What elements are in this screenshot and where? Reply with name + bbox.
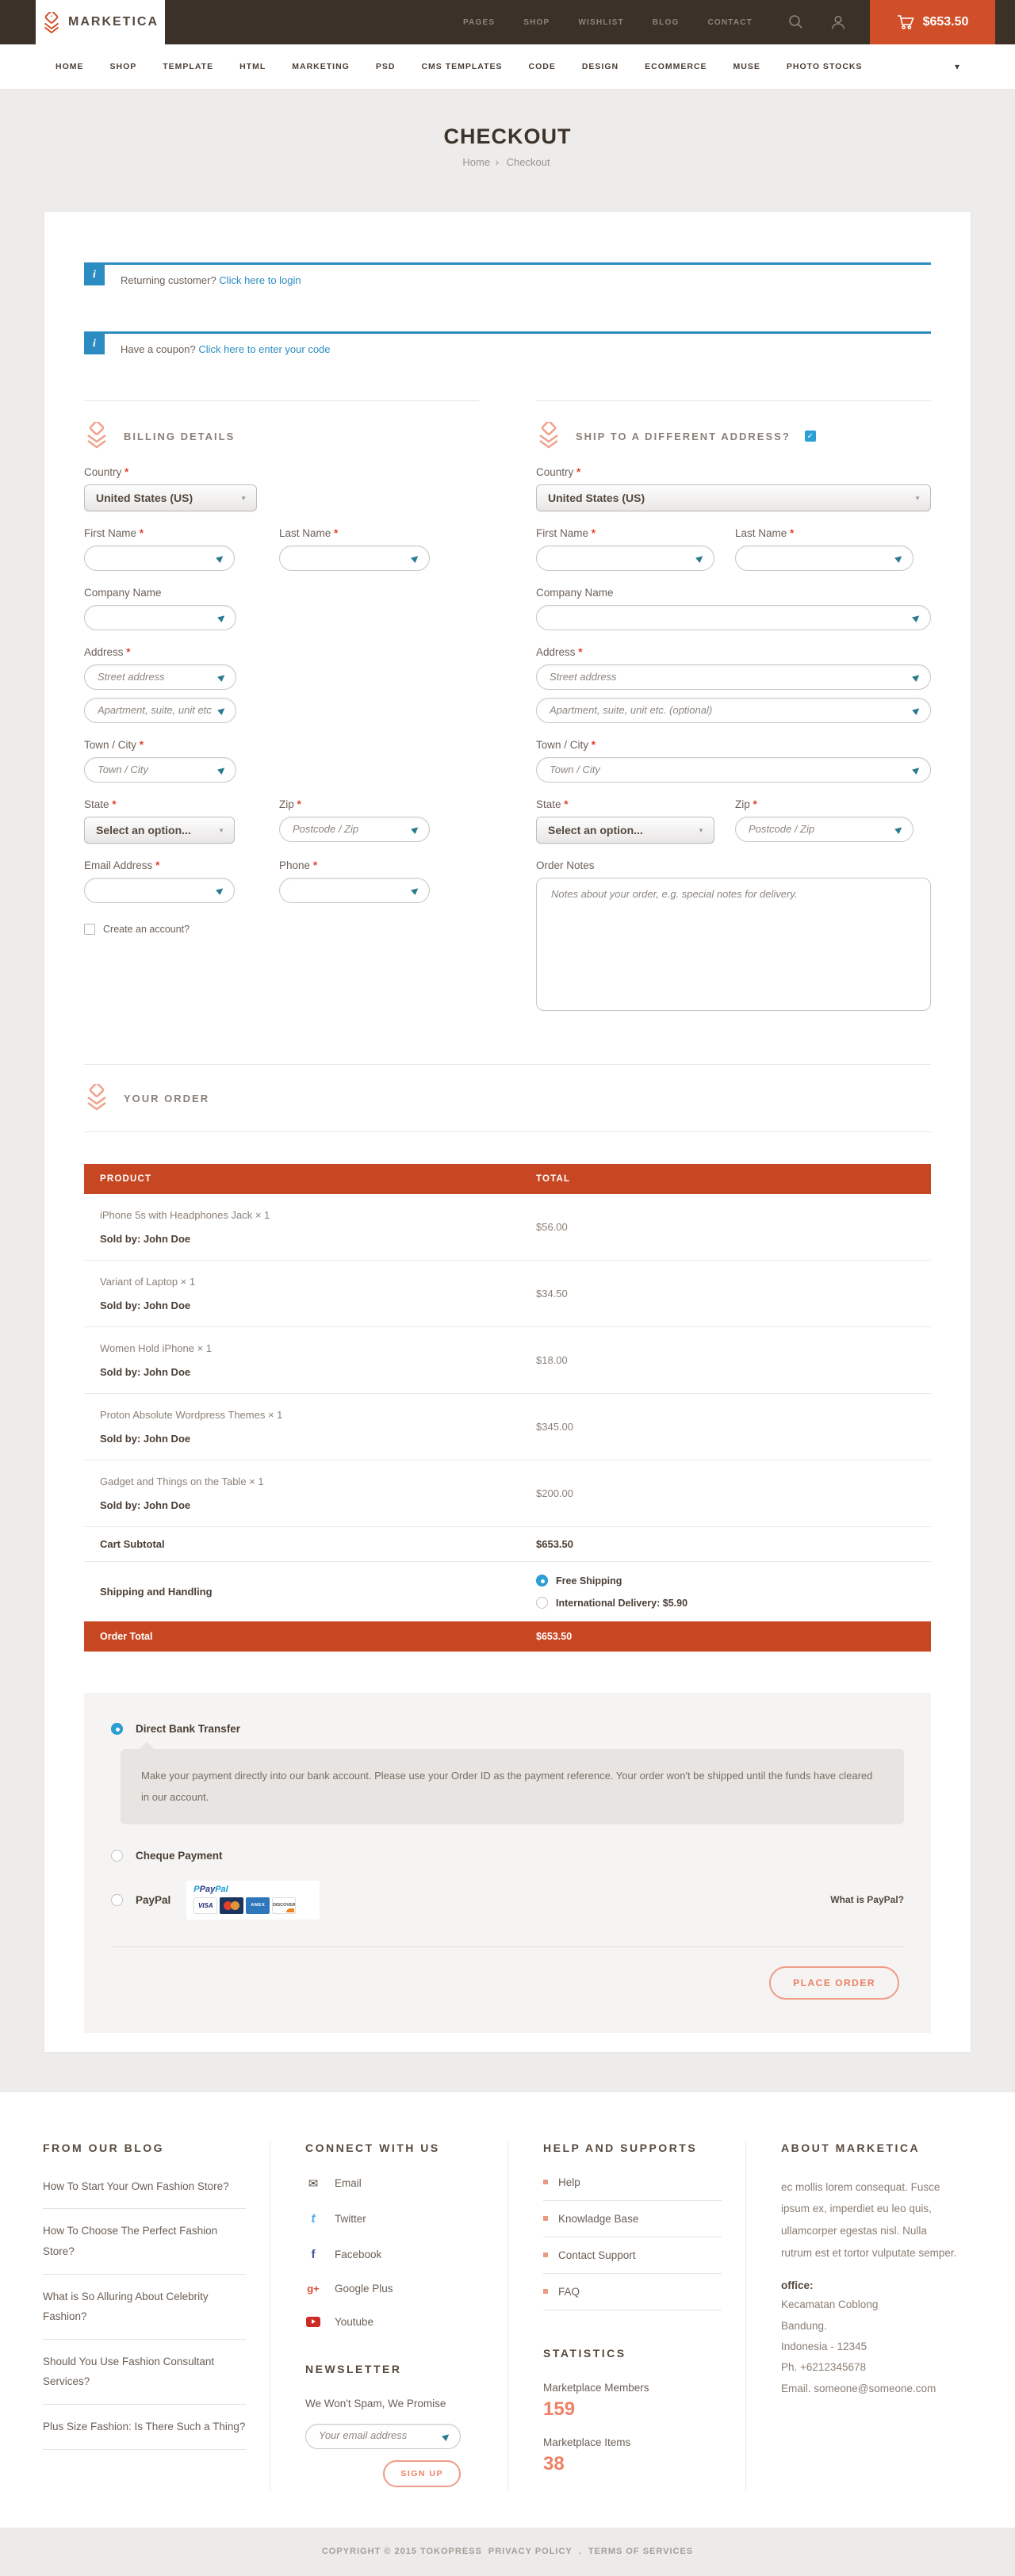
order-total-row [84,1621,931,1652]
order-total-label: Order Total [100,1631,153,1642]
social-link-google-plus[interactable]: g+ Google Plus [305,2283,484,2295]
table-row [84,1394,931,1460]
divider [543,2273,722,2274]
select-arrow-icon: ▼ [240,494,247,502]
billing-country-select[interactable]: United States (US) ▼ [84,484,257,511]
about-heading: ABOUT MARKETICA [781,2141,921,2154]
column-product: PRODUCT [100,1174,152,1184]
order-notes-label: Order Notes [536,859,595,871]
autofill-icon: ▶ [409,884,422,897]
billing-last-name-label: Last Name * [279,527,339,539]
product-name: Gadget and Things on the Table × 1 [100,1476,264,1487]
office-label: office: [781,2279,814,2292]
discover-card-icon: DISCOVER [272,1897,296,1914]
autofill-icon: ▶ [216,611,228,624]
faq-link[interactable]: FAQ [543,2286,722,2298]
copyright-text: COPYRIGHT © 2015 TOKOPRESS [321,2547,482,2557]
shipping-row-label: Shipping and Handling [100,1586,213,1598]
privacy-policy-link[interactable]: PRIVACY POLICY [488,2547,573,2557]
facebook-icon: f [311,2247,316,2261]
youtube-icon [305,2317,321,2327]
paypal-logo: PPayPal [193,1884,228,1894]
coupon-link[interactable]: Click here to enter your code [198,343,331,355]
product-seller: Sold by: John Doe [100,1233,191,1245]
breadcrumb [0,156,1015,168]
shipping-town-input[interactable] [537,758,930,780]
breadcrumb-current: Checkout [506,156,550,168]
autofill-icon: ▶ [910,671,923,683]
autofill-icon: ▶ [216,671,228,683]
cart-subtotal-row [84,1527,931,1562]
shipping-address1-input[interactable] [537,665,930,687]
blog-link[interactable]: How To Choose The Perfect Fashion Store? [43,2225,218,2257]
info-icon: i [84,265,105,285]
section-tags-icon [84,1084,109,1112]
newsletter-tagline: We Won't Spam, We Promise [305,2397,446,2409]
table-row [84,1460,931,1527]
checkout-card [44,211,971,2053]
info-icon: i [84,334,105,354]
autofill-icon: ▶ [440,2430,453,2442]
cart-icon [897,14,914,30]
divider [43,2339,246,2340]
billing-zip-input[interactable] [280,817,429,840]
office-address-line: Bandung. [781,2319,827,2332]
payment-section [84,1693,931,2033]
email-icon: ✉ [308,2176,319,2191]
create-account-row [84,924,479,935]
top-nav-contact[interactable]: CONTACT [707,17,753,27]
shipping-heading: SHIP TO A DIFFERENT ADDRESS? [576,430,791,442]
top-nav-wishlist[interactable]: WISHLIST [578,17,624,27]
newsletter-block [305,2363,484,2487]
billing-phone-label: Phone * [279,859,318,871]
subnav-marketing[interactable]: MARKETING [292,62,350,71]
billing-phone-input[interactable] [280,878,429,901]
blog-link[interactable]: Should You Use Fashion Consultant Services? [43,2355,215,2388]
knowledge-base-link[interactable]: Knowladge Base [543,2213,722,2225]
shipping-option-international[interactable] [524,1597,931,1609]
payment-method-bank[interactable] [111,1723,904,1735]
product-seller: Sold by: John Doe [100,1499,191,1511]
product-seller: Sold by: John Doe [100,1433,191,1445]
blog-link[interactable]: How To Start Your Own Fashion Store? [43,2180,229,2192]
bullet-icon [543,2180,548,2184]
amex-card-icon: AMEX [246,1897,270,1914]
billing-phone-field [279,878,430,903]
autofill-icon: ▶ [216,764,228,776]
marketplace-items-value: 38 [543,2452,565,2475]
newsletter-email-field [305,2424,461,2449]
shipping-last-name-field [735,545,914,571]
billing-address2-input[interactable] [85,699,236,721]
autofill-icon: ▶ [910,704,923,717]
billing-address2-field [84,698,236,723]
billing-last-name-input[interactable] [280,546,429,568]
blog-link[interactable]: What is So Alluring About Celebrity Fashion? [43,2290,209,2323]
autofill-icon: ▶ [910,764,923,776]
radio-international-delivery[interactable] [536,1597,548,1609]
subnav-shop[interactable]: SHOP [109,62,137,71]
top-nav-blog[interactable]: BLOG [652,17,680,27]
help-link[interactable]: Help [543,2176,722,2188]
subnav-psd[interactable]: PSD [375,62,396,71]
billing-zip-field [279,817,430,842]
shipping-country-label: Country * [536,466,581,478]
subnav-photo-stocks[interactable]: PHOTO STOCKS [786,62,863,71]
autofill-icon: ▶ [409,552,422,565]
autofill-icon: ▶ [910,611,923,624]
shipping-town-label: Town / City * [536,739,596,751]
office-address-line: Indonesia - 12345 [781,2340,868,2352]
subnav-code[interactable]: CODE [528,62,556,71]
shipping-country-select[interactable]: United States (US) ▼ [536,484,931,511]
footer-help-column [508,2142,745,2491]
shipping-last-name-label: Last Name * [735,527,795,539]
connect-heading: CONNECT WITH US [305,2141,440,2154]
billing-last-name-field [279,545,430,571]
twitter-icon: t [311,2211,316,2226]
office-email-line: Email. someone@someone.com [781,2382,936,2394]
place-order-row [111,1946,904,2011]
login-link[interactable]: Click here to login [219,274,301,286]
statistics-heading: STATISTICS [543,2346,626,2360]
product-total: $345.00 [536,1421,573,1433]
billing-town-field [84,757,236,783]
site-header [0,0,1015,44]
payment-method-paypal[interactable] [111,1881,904,1920]
user-icon[interactable] [830,0,846,44]
marketplace-members-label: Marketplace Members [543,2381,649,2394]
login-notice [84,262,931,295]
product-name: Proton Absolute Wordpress Themes × 1 [100,1409,283,1421]
shipping-zip-field [735,817,914,842]
marketplace-items-label: Marketplace Items [543,2436,631,2448]
order-total-value: $653.50 [536,1631,573,1642]
autofill-icon: ▶ [694,552,707,565]
top-nav-shop[interactable]: SHOP [523,17,550,27]
billing-email-input[interactable] [85,878,234,901]
subnav-design[interactable]: DESIGN [581,62,619,71]
subnav-html[interactable]: HTML [239,62,266,71]
your-order-section [84,1064,931,1652]
google-plus-icon: g+ [307,2282,320,2295]
divider [43,2274,246,2275]
billing-town-input[interactable] [85,758,236,780]
free-shipping-label: Free Shipping [556,1575,622,1587]
top-nav-pages[interactable]: PAGES [462,17,496,27]
subtotal-value: $653.50 [536,1538,573,1550]
billing-section [84,400,479,1015]
page-head [0,90,1015,211]
logo[interactable] [36,0,165,44]
create-account-checkbox[interactable] [84,924,95,935]
autofill-icon: ▶ [409,823,422,836]
shipping-company-label: Company Name [536,587,614,599]
autofill-icon: ▶ [214,552,227,565]
bullet-icon [543,2289,548,2294]
blog-link[interactable]: Plus Size Fashion: Is There Such a Thing? [43,2421,246,2433]
product-total: $34.50 [536,1288,568,1299]
shipping-address2-input[interactable] [537,699,930,721]
paypal-label: PayPal [136,1893,171,1906]
billing-address-label: Address * [84,646,131,658]
billing-company-input[interactable] [85,606,236,628]
page-title: CHECKOUT [443,124,572,148]
footer-connect-column [270,2142,508,2491]
site-footer [0,2092,1015,2528]
chevron-down-icon[interactable]: ▾ [954,61,959,72]
divider [43,2449,246,2450]
billing-email-label: Email Address * [84,859,160,871]
subnav-cms-templates[interactable]: CMS TEMPLATES [421,62,503,71]
order-table [84,1164,931,1652]
billing-town-label: Town / City * [84,739,144,751]
bank-transfer-description: Make your payment directly into our bank account. Please use your Order ID as the payment reference. Your order won't be shipped until the funds have cleared in our account. [121,1749,904,1824]
product-total: $18.00 [536,1354,568,1366]
coupon-notice-text: Have a coupon? [121,343,196,355]
order-notes-textarea[interactable] [536,878,931,1011]
shipping-first-name-input[interactable] [537,546,714,568]
product-total: $200.00 [536,1487,573,1499]
billing-country-label: Country * [84,466,129,478]
section-tags-icon [84,422,109,450]
shipping-address-label: Address * [536,646,583,658]
your-order-heading: YOUR ORDER [124,1092,210,1104]
shipping-town-field [536,757,931,783]
subnav-template[interactable]: TEMPLATE [163,62,214,71]
cart-total: $653.50 [922,15,969,29]
product-name: Women Hold iPhone × 1 [100,1342,213,1354]
product-total: $56.00 [536,1221,568,1233]
breadcrumb-separator: › [495,156,500,168]
column-total: TOTAL [536,1174,571,1184]
shipping-zip-input[interactable] [736,817,913,840]
shipping-state-select[interactable]: Select an option... ▼ [536,817,714,844]
shipping-company-input[interactable] [537,606,930,628]
radio-paypal[interactable] [111,1894,123,1906]
table-row [84,1327,931,1394]
shipping-address1-field [536,664,931,690]
copyright-bar [0,2528,1015,2576]
newsletter-email-input[interactable] [306,2425,460,2447]
table-row [84,1194,931,1261]
order-table-header [84,1164,931,1194]
visa-card-icon: VISA [193,1897,217,1914]
radio-bank-transfer[interactable] [111,1723,123,1735]
divider [43,2404,246,2405]
top-nav [463,0,753,44]
billing-zip-label: Zip * [279,798,301,810]
sign-up-button[interactable]: SIGN UP [383,2460,461,2487]
social-link-email[interactable]: ✉ Email [305,2176,484,2191]
checkout-forms [84,400,931,1015]
footer-blog-column [32,2142,270,2491]
login-notice-text: Returning customer? [121,274,216,286]
radio-free-shipping[interactable] [536,1575,548,1587]
footer-about-column [745,2142,983,2491]
subnav-home[interactable]: HOME [56,62,84,71]
brand-tag-icon [42,12,61,33]
shipping-section [536,400,931,1015]
terms-link[interactable]: TERMS OF SERVICES [588,2547,694,2557]
mastercard-card-icon [220,1897,243,1914]
shipping-first-name-label: First Name * [536,527,596,539]
shipping-company-field [536,605,931,630]
billing-address1-field [84,664,236,690]
social-link-youtube[interactable]: Youtube [305,2316,484,2328]
what-is-paypal-link[interactable]: What is PayPal? [830,1894,904,1906]
coupon-notice [84,331,931,364]
ship-different-checkbox[interactable]: ✓ [805,431,816,442]
subnav-muse[interactable]: MUSE [733,62,760,71]
breadcrumb-home[interactable]: Home [462,156,491,168]
billing-first-name-field [84,545,235,571]
subtotal-label: Cart Subtotal [100,1538,165,1550]
subnav-ecommerce[interactable]: ECOMMERCE [645,62,707,71]
select-arrow-icon: ▼ [218,826,224,834]
billing-email-field [84,878,235,903]
bank-transfer-label: Direct Bank Transfer [136,1723,241,1735]
product-name: iPhone 5s with Headphones Jack × 1 [100,1209,270,1221]
payment-cards-image [186,1881,320,1920]
autofill-icon: ▶ [893,823,906,836]
billing-first-name-label: First Name * [84,527,144,539]
product-seller: Sold by: John Doe [100,1299,191,1311]
office-phone-line: Ph. +6212345678 [781,2361,866,2374]
autofill-icon: ▶ [214,884,227,897]
shipping-state-label: State * [536,798,569,810]
payment-method-cheque[interactable] [111,1850,904,1862]
autofill-icon: ▶ [893,552,906,565]
shipping-row [84,1562,931,1621]
cheque-label: Cheque Payment [136,1849,223,1862]
marketplace-members-value: 159 [543,2398,576,2420]
billing-state-select[interactable]: Select an option... ▼ [84,817,235,844]
bullet-icon [543,2216,548,2221]
shipping-option-free[interactable] [524,1575,931,1587]
billing-company-label: Company Name [84,587,162,599]
billing-first-name-input[interactable] [85,546,234,568]
social-link-twitter[interactable]: t Twitter [305,2212,484,2226]
autofill-icon: ▶ [216,704,228,717]
section-tags-icon [536,422,561,450]
radio-cheque[interactable] [111,1850,123,1862]
shipping-address2-field [536,698,931,723]
international-delivery-label: International Delivery: $5.90 [556,1597,688,1609]
bullet-icon [543,2253,548,2257]
shipping-first-name-field [536,545,714,571]
billing-address1-input[interactable] [85,665,236,687]
newsletter-heading: NEWSLETTER [305,2362,402,2375]
shipping-last-name-input[interactable] [736,546,913,568]
place-order-button[interactable]: PLACE ORDER [769,1966,899,2000]
category-nav [0,44,1015,90]
contact-support-link[interactable]: Contact Support [543,2249,722,2261]
select-arrow-icon: ▼ [914,494,921,502]
cart-button[interactable] [870,0,995,44]
social-link-facebook[interactable]: f Facebook [305,2248,484,2261]
billing-company-field [84,605,236,630]
statistics-block [543,2347,722,2475]
blog-heading: FROM OUR BLOG [43,2141,165,2154]
divider [43,2208,246,2209]
billing-state-label: State * [84,798,117,810]
brand-name: MARKETICA [68,15,159,29]
office-address-line: Kecamatan Coblong [781,2298,879,2311]
help-heading: HELP AND SUPPORTS [543,2141,698,2154]
create-account-label: Create an account? [103,924,190,935]
product-seller: Sold by: John Doe [100,1366,191,1378]
shipping-zip-label: Zip * [735,798,757,810]
select-arrow-icon: ▼ [698,826,704,834]
about-text: ec mollis lorem consequat. Fusce ipsum ex, imperdiet eu leo quis, ullamcorper egestas nisl. Nulla rutrum est et tortor vulputate semper. [781,2180,957,2259]
divider [543,2200,722,2201]
product-name: Variant of Laptop × 1 [100,1276,196,1288]
table-row [84,1261,931,1327]
search-icon[interactable] [787,0,803,44]
billing-heading: BILLING DETAILS [124,430,236,442]
copyright-separator: . [578,2547,582,2557]
